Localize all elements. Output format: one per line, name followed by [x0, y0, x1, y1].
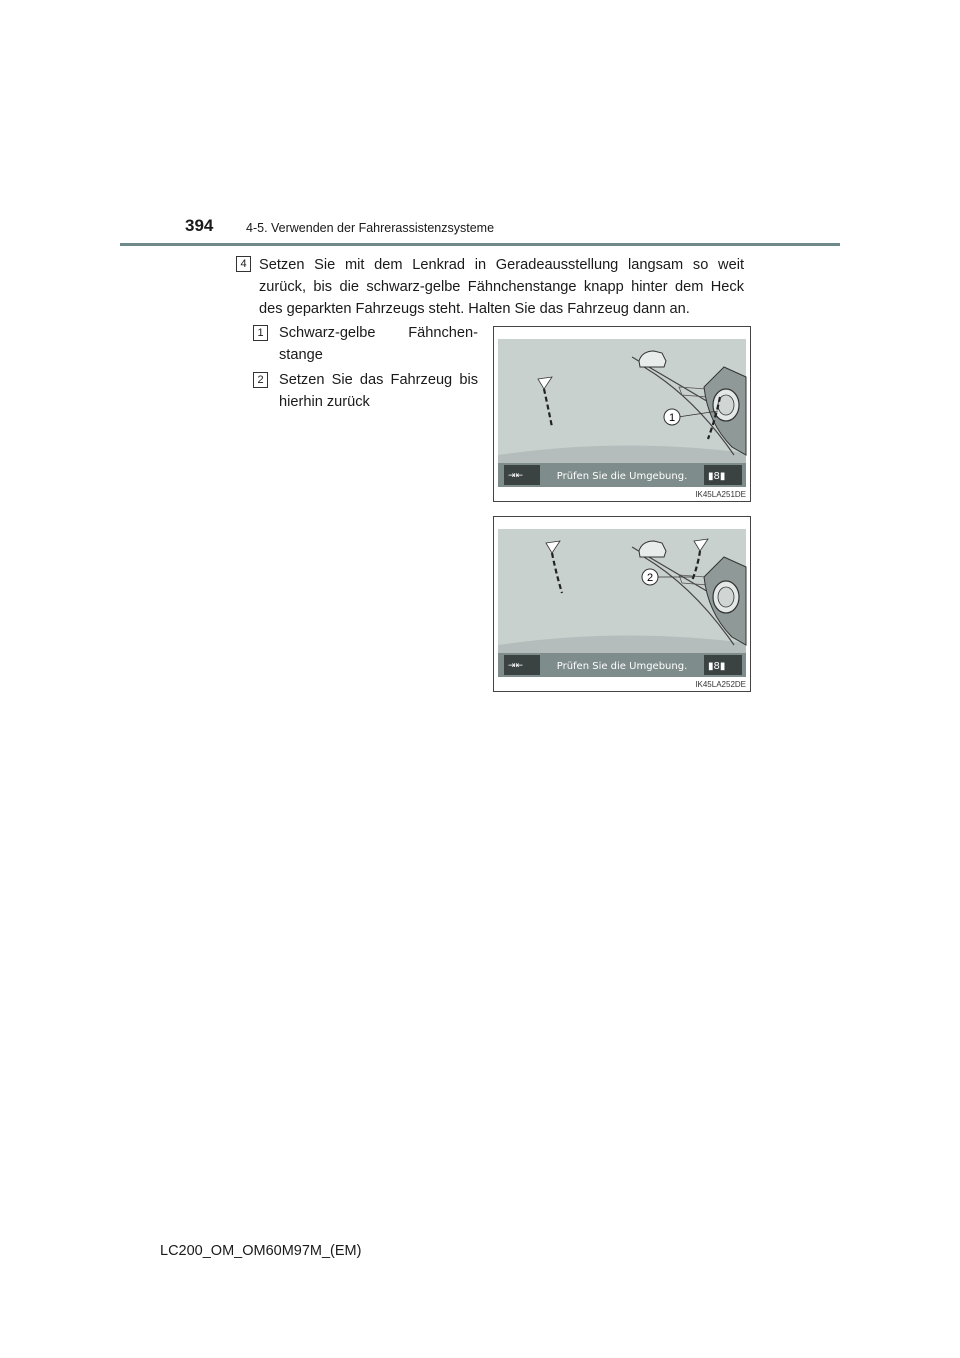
document-code: LC200_OM_OM60M97M_(EM) — [160, 1243, 362, 1259]
item-badge-2: 2 — [253, 372, 268, 388]
figure-id-1: IK45LA251DE — [695, 490, 746, 499]
item-badge-1: 1 — [253, 325, 268, 341]
callout-label-1: 1 — [668, 412, 676, 424]
camera-view-figure-1 — [493, 326, 751, 502]
camera-view-illustration-2 — [494, 517, 750, 691]
header-divider — [120, 243, 840, 246]
camera-view-figure-2 — [493, 516, 751, 692]
camera-view-illustration-1 — [494, 327, 750, 501]
parking-direction-icon: ⇥⇤ — [508, 661, 524, 671]
screen-message-1: Prüfen Sie die Umgebung. — [556, 471, 688, 482]
step-instruction: Setzen Sie mit dem Lenkrad in Geradeausstellung langsam so weit zurück, bis die schwarz-gelbe Fähnchenstange knapp hinter dem Heck des geparkten Fahrzeugs steht. Halten Sie das Fahrzeug dann an. — [259, 257, 744, 317]
sensor-status-icon: ▮8▮ — [708, 661, 726, 672]
screen-message-2: Prüfen Sie die Umgebung. — [556, 661, 688, 672]
sensor-status-icon: ▮8▮ — [708, 471, 726, 482]
item-text-1: Schwarz-gelbe Fähnchenstange — [279, 325, 478, 363]
step-number-badge: 4 — [236, 256, 251, 272]
item-text-2: Setzen Sie das Fahrzeug bis hierhin zurück — [279, 372, 478, 410]
section-title: 4-5. Verwenden der Fahrerassistenzsysteme — [246, 221, 495, 235]
callout-label-2: 2 — [646, 572, 654, 584]
page-number: 394 — [185, 216, 214, 235]
parking-direction-icon: ⇥⇤ — [508, 471, 524, 481]
figure-id-2: IK45LA252DE — [695, 680, 746, 689]
